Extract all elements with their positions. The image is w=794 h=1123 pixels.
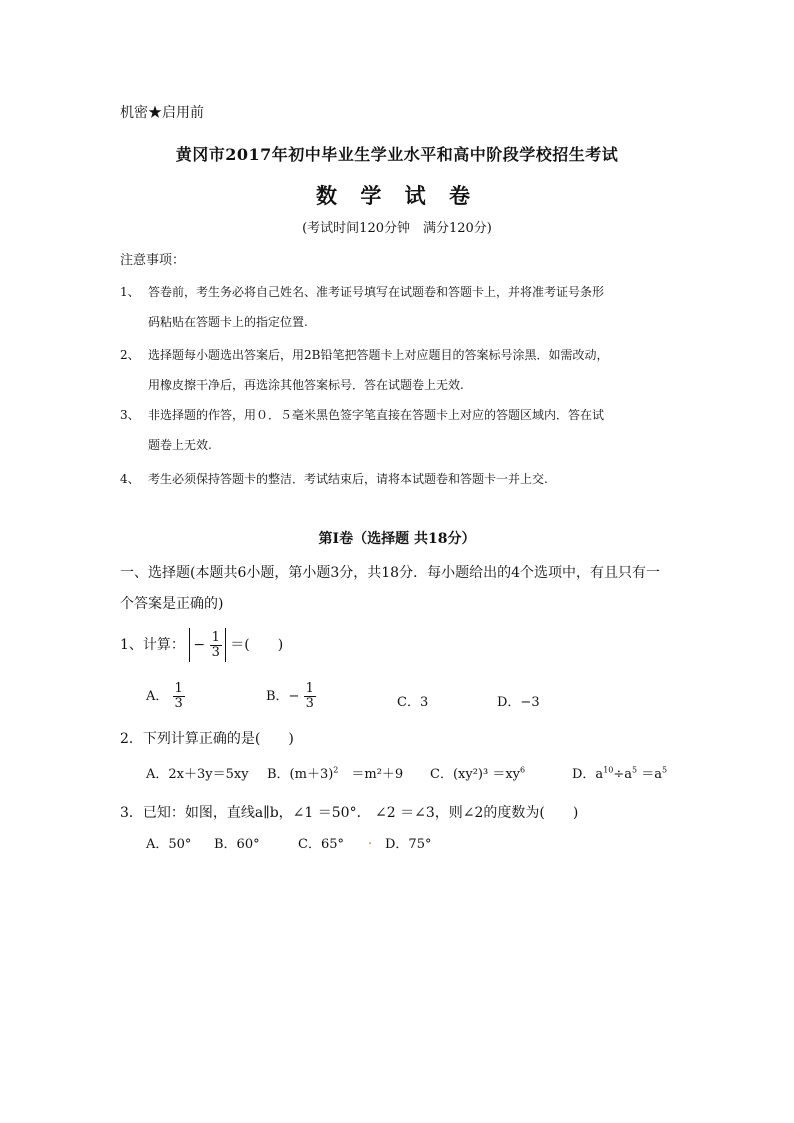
q1-option-c: C．3 [397, 695, 429, 710]
notice-item-4 [120, 470, 548, 487]
fraction [210, 631, 222, 660]
stray-dot: . [368, 833, 373, 848]
section-title: 第Ⅰ卷（选择题 共18分） [318, 531, 476, 547]
exam-title: 黄冈市2017年初中毕业生学业水平和高中阶段学校招生考试 [175, 145, 619, 164]
notice-item-2 [120, 346, 608, 363]
fraction-numerator: 1 [305, 681, 314, 696]
question-3: 3．已知：如图，直线a∥b，∠1 ＝50°． ∠2 ＝∠3，则∠2的度数为( ) [120, 805, 579, 821]
absolute-value [189, 628, 225, 662]
option-text: ÷a [613, 767, 633, 782]
exam-subtitle: 数 学 试 卷 [316, 183, 478, 208]
notice-num: 1、 [120, 285, 140, 299]
q3-option-b: B．60° [214, 837, 260, 852]
fraction-numerator: 1 [211, 629, 220, 645]
q3-option-a: A．50° [146, 837, 192, 852]
q2-option-c: C．$(xy^2)^3 =xy^6$ [430, 765, 526, 782]
notice-text: 考生必须保持答题卡的整洁．考试结束后，请将本试题卷和答题卡一并上交. [148, 472, 548, 486]
fraction-denominator: 3 [211, 644, 220, 660]
notice-text: 答卷前，考生务必将自己姓名、准考证号填写在试题卷和答题卡上，并将准考证号条形 [148, 285, 605, 299]
notice-item-3-cont: 题卷上无效. [148, 438, 212, 452]
fraction [304, 682, 316, 711]
notice-item-3 [120, 406, 604, 423]
option-text: C．(xy²)³ ＝xy [430, 767, 520, 782]
notice-item-2-cont: 用橡皮擦干净后，再选涂其他答案标号．答在试题卷上无效. [148, 378, 464, 392]
notice-item-1 [120, 283, 604, 300]
question-2: 2．下列计算正确的是( ) [120, 731, 294, 747]
option-text: B．(m＋3) [267, 767, 334, 782]
question-1 [120, 628, 283, 662]
notice-num: 2、 [120, 348, 140, 362]
fraction-denominator: 3 [174, 696, 183, 711]
fraction-denominator: 3 [305, 696, 314, 711]
q2-option-a: A．2x＋3y＝5xy [146, 767, 249, 782]
q1-option-d: D．−3 [497, 695, 540, 710]
question-1-suffix: ＝( ) [230, 637, 284, 653]
notice-text: 选择题每小题选出答案后，用2B铅笔把答题卡上对应题目的答案标号涂黑．如需改动， [148, 348, 609, 362]
q2-option-d: D．$a^{10}\div a^5 =a^5$ [572, 765, 668, 782]
q1-option-a [146, 682, 185, 711]
option-text: ＝m²＋9 [338, 767, 404, 782]
fraction-numerator: 1 [174, 681, 183, 696]
section-intro-line-1: 一、选择题(本题共6小题，第小题3分，共18分．每小题给出的4个选项中，有且只有一 [120, 565, 660, 581]
option-text: ＝a [637, 767, 663, 782]
notice-num: 3、 [120, 408, 140, 422]
fraction [173, 682, 185, 711]
q2-option-b: B．$(m+3)^2$ ＝m²＋9 [267, 765, 404, 782]
question-1-prefix: 1、计算： [120, 637, 185, 653]
exam-info: (考试时间120分钟 满分120分) [302, 221, 492, 236]
option-label: A． [146, 689, 169, 704]
minus-sign: − [193, 637, 206, 653]
option-text: D．a [572, 767, 604, 782]
q1-option-b [266, 682, 316, 711]
q3-option-d: D．75° [385, 837, 432, 852]
q3-option-c: C．65° [298, 837, 344, 852]
notice-text: 非选择题的作答，用０．５毫米黑色签字笔直接在答题卡上对应的答题区域内．答在试 [148, 408, 605, 422]
option-label: B．− [266, 689, 300, 704]
notice-heading: 注意事项： [120, 253, 186, 268]
notice-num: 4、 [120, 472, 140, 486]
section-intro-line-2: 个答案是正确的) [120, 596, 224, 612]
secret-mark: 机密★启用前 [120, 105, 204, 121]
notice-item-1-cont: 码粘贴在答题卡上的指定位置. [148, 315, 308, 329]
